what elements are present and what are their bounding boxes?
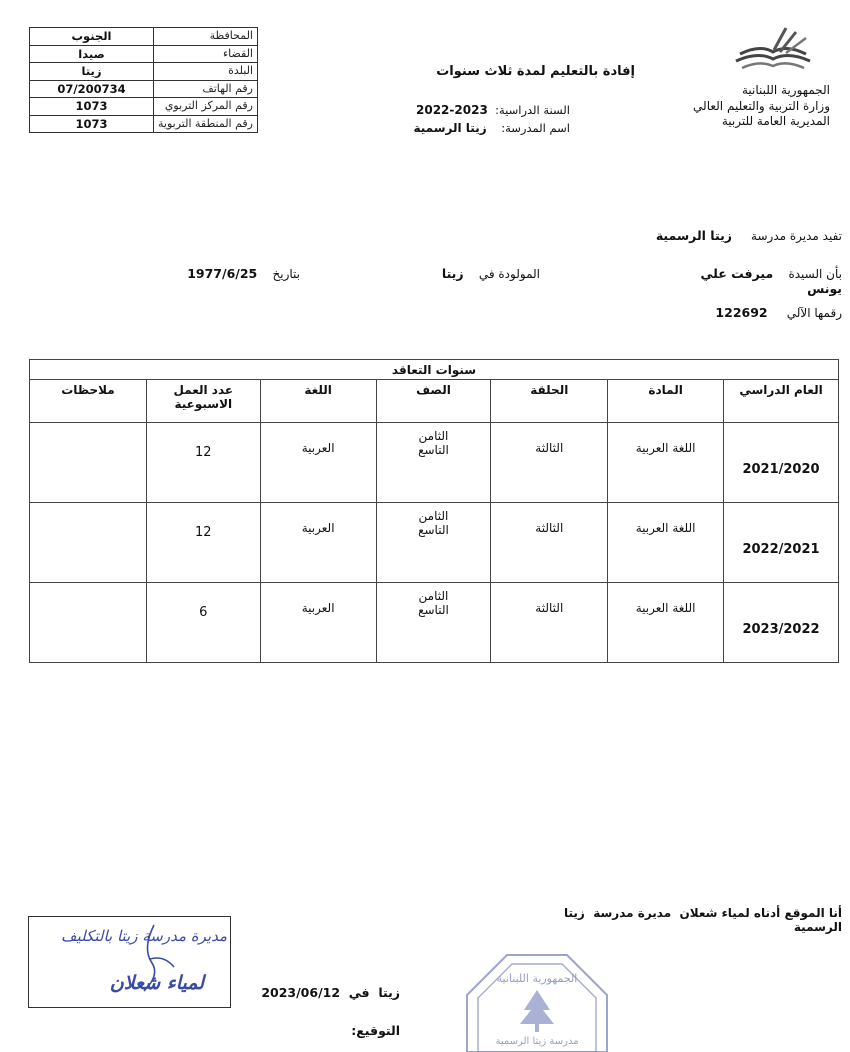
cell-class-2: التاسع (418, 603, 449, 617)
table-row (30, 423, 839, 503)
republic-name: الجمهورية اللبنانية (741, 83, 830, 97)
ministry-book-logo-icon (730, 22, 816, 74)
cell-class (376, 583, 491, 663)
cell-cycle: الثالثة (491, 503, 608, 583)
info-row: صيدا القضاء (30, 45, 258, 63)
official-seal-icon (462, 950, 612, 1052)
info-row: 07/200734 رقم الهاتف (30, 80, 258, 98)
cell-class-1: الثامن (418, 429, 449, 443)
header-language: اللغة (260, 380, 376, 423)
birth-date-line (170, 266, 300, 281)
id-value: 122692 (715, 305, 768, 320)
directorate-name: المديرية العامة للتربية (721, 114, 830, 128)
school-name-line (340, 121, 570, 135)
born-label: المولودة في (478, 267, 540, 281)
ministry-name: وزارة التربية والتعليم العالي (693, 98, 830, 113)
issue-date: 2023/06/12 (261, 985, 341, 1000)
info-row: 1073 رقم المنطقة التربوية (30, 115, 258, 133)
info-row: 1073 رقم المركز التربوي (30, 98, 258, 116)
declaration-line (512, 906, 842, 934)
school-year-line (340, 103, 570, 117)
birth-place-line (420, 266, 540, 281)
birth-date-label: بتاريخ (272, 267, 300, 281)
born-place: زيتا (441, 266, 464, 281)
seal-inner-text: مدرسة زيتا الرسمية (495, 1036, 579, 1047)
table-row (30, 583, 839, 663)
cell-hours: 12 (146, 503, 260, 583)
seal-outer-text: الجمهورية اللبنانية (496, 972, 578, 985)
header-hours-line1: عدد العمل (173, 383, 234, 397)
signer-school: زيتا الرسمية (564, 906, 842, 934)
signer-name: لمياء شعلان (679, 906, 750, 920)
cell-subject: اللغة العربية (608, 583, 724, 663)
teacher-label: بأن السيدة (788, 267, 842, 281)
cell-class (376, 423, 491, 503)
cell-year: 2023/2022 (724, 583, 839, 663)
cell-hours: 12 (146, 423, 260, 503)
info-row: الجنوب المحافظة (30, 28, 258, 46)
cell-class-2: التاسع (418, 443, 449, 457)
cell-year: 2021/2020 (724, 423, 839, 503)
in-word: في (348, 985, 370, 1000)
stamp-box (28, 916, 231, 1008)
cell-subject: اللغة العربية (608, 423, 724, 503)
cell-hours: 6 (146, 583, 260, 663)
school-name-value: زيتا الرسمية (413, 121, 487, 135)
signature-label: التوقيع: (351, 1023, 400, 1038)
school-year-label: السنة الدراسية: (495, 103, 570, 117)
cell-notes (30, 583, 147, 663)
cell-language: العربية (260, 423, 376, 503)
stamp-line-1: مديرة مدرسة زيتا بالتكليف (61, 927, 227, 945)
contract-years-table (29, 359, 839, 663)
cell-notes (30, 423, 147, 503)
intro-line (542, 228, 842, 243)
birth-date: 1977/6/25 (187, 266, 258, 281)
signature-scribble-icon (124, 919, 184, 999)
signer-label: أنا الموقع أدناه (753, 906, 842, 920)
cell-language: العربية (260, 503, 376, 583)
document-title: إفادة بالتعليم لمدة ثلاث سنوات (436, 64, 635, 79)
id-line (642, 305, 842, 320)
place-date-line (250, 985, 400, 1000)
teacher-name: ميرفت علي يونس (700, 266, 842, 296)
cell-class-2: التاسع (418, 523, 449, 537)
cell-language: العربية (260, 583, 376, 663)
signer-role: مديرة مدرسة (593, 906, 672, 920)
school-year-value: 2023-2022 (416, 103, 488, 117)
intro-school: زيتا الرسمية (655, 228, 732, 243)
cell-subject: اللغة العربية (608, 503, 724, 583)
table-header-row (30, 380, 839, 423)
header-hours (146, 380, 260, 423)
header-cycle: الحلقة (491, 380, 608, 423)
cell-cycle: الثالثة (491, 583, 608, 663)
school-name-label: اسم المدرسة: (501, 121, 570, 135)
table-row (30, 503, 839, 583)
ministry-header (630, 83, 830, 130)
header-notes: ملاحظات (30, 380, 147, 423)
cell-notes (30, 503, 147, 583)
header-year: العام الدراسي (724, 380, 839, 423)
teacher-line (672, 266, 842, 296)
stamp-line-2: لمياء شعلان (109, 972, 204, 994)
id-label: رقمها الآلي (786, 306, 842, 320)
place: زيتا (378, 985, 400, 1000)
cell-class (376, 503, 491, 583)
intro-label: تفيد مديرة مدرسة (751, 229, 842, 243)
header-hours-line2: الاسبوعية (174, 397, 233, 411)
school-info-table (29, 27, 258, 133)
cell-year: 2022/2021 (724, 503, 839, 583)
header-class: الصف (376, 380, 491, 423)
table-caption: سنوات التعاقد (30, 360, 839, 380)
cell-class-1: الثامن (418, 509, 449, 523)
info-row: زيتا البلدة (30, 63, 258, 81)
cell-class-1: الثامن (418, 589, 449, 603)
header-subject: المادة (608, 380, 724, 423)
cell-cycle: الثالثة (491, 423, 608, 503)
